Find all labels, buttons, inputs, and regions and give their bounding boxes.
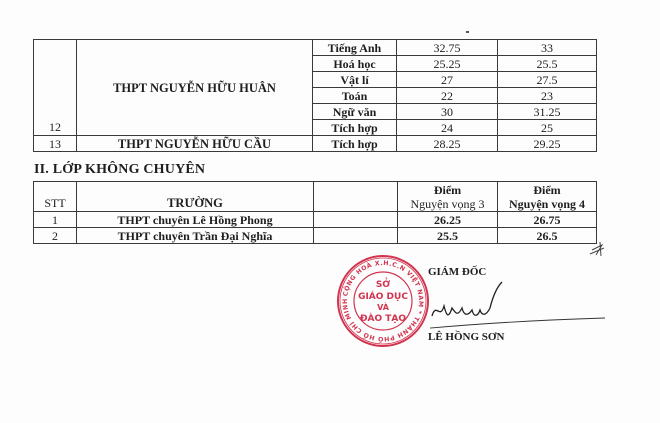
- header-blank: [314, 182, 398, 212]
- nv3-score-cell: 30: [397, 104, 498, 120]
- header-nv4: [498, 182, 597, 212]
- stamp-line3: VÀ: [377, 303, 389, 312]
- stt-cell: 13: [34, 136, 77, 152]
- nv3-score-cell: 28.25: [397, 136, 498, 152]
- school-name-cell: THPT NGUYỄN HỮU CẦU: [77, 136, 313, 152]
- signer-name: LÊ HỒNG SƠN: [428, 331, 505, 343]
- header-nv3-line2: Nguyện vọng 3: [410, 196, 485, 211]
- initial-mark-icon: [588, 240, 610, 258]
- nv4-score-cell: 31.25: [498, 104, 597, 120]
- header-nv4-line1: Điểm: [533, 182, 561, 197]
- header-nv3: [398, 182, 498, 212]
- stamp-line1: SỞ: [375, 280, 391, 290]
- scores-table-non-specialized: [33, 181, 597, 244]
- subject-cell: Vật lí: [313, 72, 397, 88]
- nv4-score-cell: 29.25: [498, 136, 597, 152]
- subject-cell: Hoá học: [313, 56, 397, 72]
- scan-speck: [466, 31, 469, 33]
- nv4-score-cell: 27.5: [498, 72, 597, 88]
- subject-cell: Toán: [313, 88, 397, 104]
- table-header-row: [34, 182, 597, 212]
- section-heading: II. LỚP KHÔNG CHUYÊN: [34, 162, 206, 177]
- subject-cell: Tiếng Anh: [313, 40, 397, 56]
- school-name-cell: THPT chuyên Lê Hồng Phong: [77, 212, 314, 228]
- nv3-score-cell: 24: [397, 120, 498, 136]
- nv3-score-cell: 25.25: [397, 56, 498, 72]
- subject-cell: Tích hợp: [313, 136, 397, 152]
- table-row: [34, 40, 597, 56]
- nv3-score-cell: 26.25: [398, 212, 498, 228]
- nv3-score-cell: 25.5: [398, 228, 498, 244]
- stt-cell: 12: [34, 40, 77, 136]
- nv4-score-cell: 33: [498, 40, 597, 56]
- header-nv3-line1: Điểm: [433, 182, 462, 197]
- stt-cell: 1: [34, 212, 77, 228]
- school-name-cell: THPT chuyên Trần Đại Nghĩa: [77, 228, 314, 244]
- subject-cell: Ngữ văn: [313, 104, 397, 120]
- stamp-ring-text: CỘNG HOÀ X.H.C.N VIỆT NAM * THÀNH PHỐ HỒ CHÍ MINH: [341, 259, 425, 343]
- table-row: [34, 212, 597, 228]
- nv4-score-cell: 25: [498, 120, 597, 136]
- blank-cell: [314, 212, 398, 228]
- scores-table-specialized: [33, 39, 597, 152]
- subject-cell: Tích hợp: [313, 120, 397, 136]
- header-nv4-line2: Nguyện vọng 4: [508, 196, 585, 211]
- stt-cell: 2: [34, 228, 77, 244]
- header-school: TRƯỜNG: [77, 182, 314, 212]
- nv3-score-cell: 22: [397, 88, 498, 104]
- stamp-line2: GIÁO DỤC: [358, 292, 408, 302]
- nv3-score-cell: 32.75: [397, 40, 498, 56]
- nv3-score-cell: 27: [397, 72, 498, 88]
- official-stamp-icon: [336, 254, 430, 348]
- header-stt: STT: [34, 182, 77, 212]
- nv4-score-cell: 26.5: [498, 228, 597, 244]
- table-row: [34, 136, 597, 152]
- table-row: [34, 228, 597, 244]
- school-name-cell: THPT NGUYỄN HỮU HUÂN: [77, 40, 313, 136]
- blank-cell: [314, 228, 398, 244]
- nv4-score-cell: 25.5: [498, 56, 597, 72]
- nv4-score-cell: 23: [498, 88, 597, 104]
- nv4-score-cell: 26.75: [498, 212, 597, 228]
- signer-title: GIÁM ĐỐC: [428, 266, 487, 278]
- stamp-line4: ĐÀO TẠO: [359, 314, 407, 324]
